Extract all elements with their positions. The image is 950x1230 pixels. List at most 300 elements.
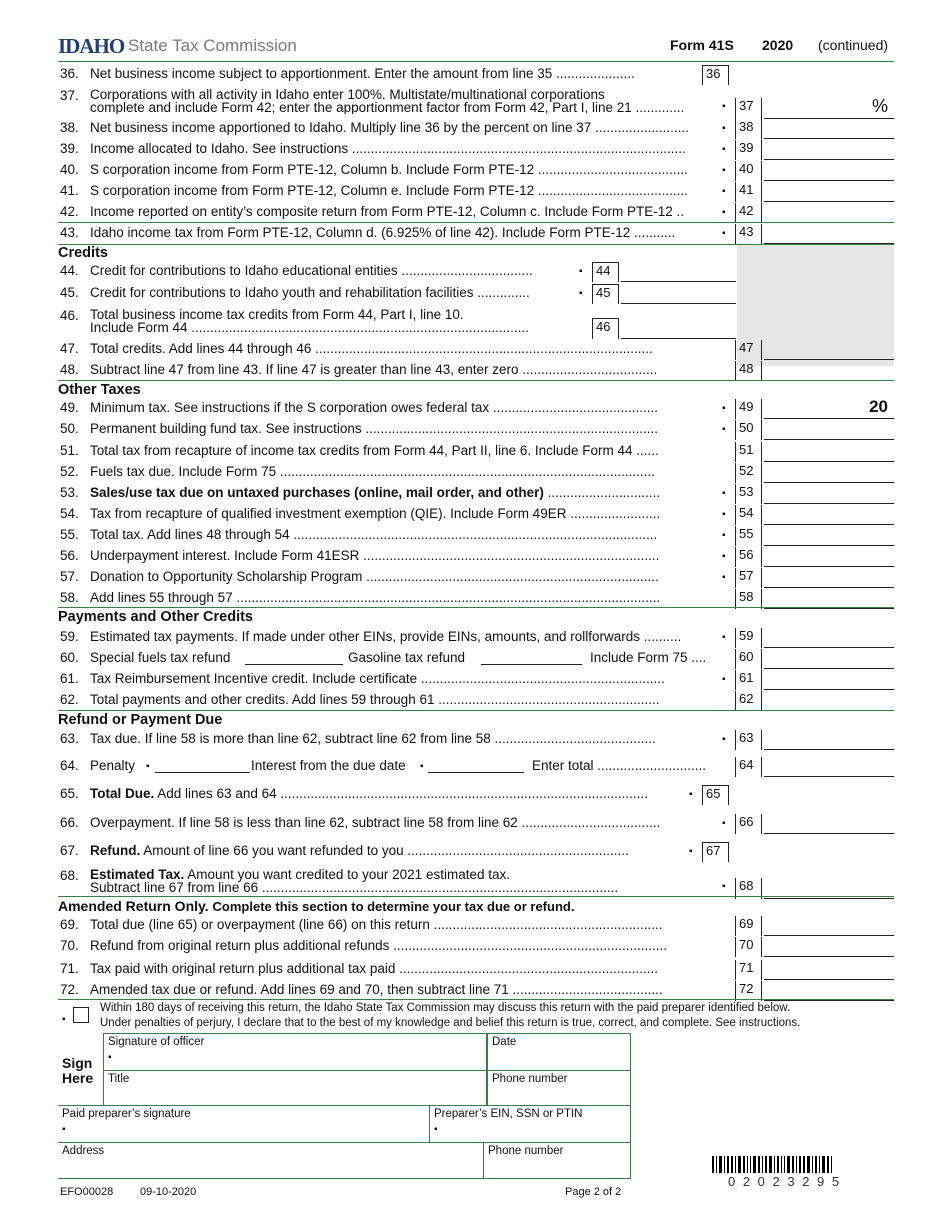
barcode-bar (765, 1156, 767, 1173)
barcode-bar (796, 1156, 797, 1173)
line-box-label: 47 (735, 340, 762, 360)
line-text-body: Add lines 55 through 57 ................................................................................................................. (90, 590, 661, 605)
line-number: 55. (60, 527, 79, 542)
address-label: Address (62, 1145, 105, 1157)
line-number: 62. (60, 692, 79, 707)
required-bullet: ▪ (722, 228, 726, 239)
line-64-amount[interactable] (764, 757, 894, 777)
line-55-amount[interactable] (764, 526, 894, 546)
line-box-label: 71 (735, 960, 762, 980)
header-rule (58, 61, 894, 62)
line-49-amount[interactable]: 20 (764, 399, 894, 419)
line-text-body: Estimated tax payments. If made under other EINs, provide EINs, amounts, and rollforwards .......... (90, 629, 682, 644)
line-37-amount[interactable]: % (764, 98, 894, 119)
form-year: 2020 (762, 37, 794, 53)
barcode-bar (750, 1156, 751, 1173)
line-text-body: Total tax. Add lines 48 through 54 ................................................................................................. (90, 527, 658, 542)
interest-input[interactable] (428, 772, 524, 773)
line-text (90, 961, 725, 976)
line-text-second: Subtract line 67 from line 66 ............................................................................................... (90, 881, 619, 894)
line-text-body: Net business income subject to apportionment. Enter the amount from line 35 ..................... (90, 66, 635, 81)
required-bullet: ▪ (722, 144, 726, 155)
line-number: 60. (60, 650, 79, 665)
line-57-amount[interactable] (764, 568, 894, 588)
line-number: 66. (60, 815, 79, 830)
line-69-amount[interactable] (764, 916, 894, 936)
required-bullet: ▪ (579, 288, 583, 299)
line-text-body: Credit for contributions to Idaho youth and rehabilitation facilities .............. (90, 285, 530, 300)
line-text (90, 88, 725, 114)
line-number: 70. (60, 938, 79, 953)
line-text (90, 285, 588, 300)
barcode-digits: 0 2 0 2 3 2 9 5 (728, 1174, 842, 1189)
line-text-body: Total credits. Add lines 44 through 46 .......................................................................................... (90, 341, 653, 356)
line-text-body: Overpayment. If line 58 is less than line 62, subtract line 58 from line 62 ..................................... (90, 815, 661, 830)
line-70-amount[interactable] (764, 937, 894, 957)
barcode-bar (812, 1156, 813, 1173)
page-number: Page 2 of 2 (565, 1186, 622, 1198)
barcode-bar (724, 1156, 725, 1173)
line-63-amount[interactable] (764, 730, 894, 750)
line-box-label: 68 (735, 878, 762, 899)
penalty-bullet: ▪ (146, 761, 150, 772)
barcode-bar (731, 1156, 733, 1173)
line-text-body: .............................. (543, 485, 661, 500)
section-rule (58, 607, 894, 608)
line-text-mid: Interest from the due date (251, 758, 406, 773)
line-text-body: Permanent building fund tax. See instructions .............................................................................. (90, 421, 658, 436)
continued-label: (continued) (818, 37, 889, 53)
line-box-label: 46 (592, 318, 619, 339)
line-number: 40. (60, 162, 79, 177)
sign-here-label: Sign Here (62, 1055, 94, 1086)
line-box-label: 67 (702, 842, 729, 862)
line-61-amount[interactable] (764, 670, 894, 690)
required-bullet: ▪ (722, 674, 726, 685)
line-box-label: 54 (735, 505, 762, 525)
required-bullet: ▪ (722, 734, 726, 745)
line-text: Special fuels tax refund (90, 650, 231, 665)
amended-title: Amended Return Only. (58, 898, 209, 914)
section-rule (58, 380, 894, 381)
required-bullet: ▪ (722, 101, 726, 112)
line-text (90, 308, 588, 334)
line-box-label: 62 (735, 691, 762, 711)
section-other-taxes: Other Taxes (58, 382, 141, 398)
line-text (90, 671, 725, 686)
line-text-bold: Estimated Tax. (90, 868, 185, 882)
required-bullet: ▪ (722, 424, 726, 435)
line-number: 57. (60, 569, 79, 584)
line-number: 52. (60, 464, 79, 479)
line-text-body: Subtract line 47 from line 43. If line 47 is greater than line 43, enter zero .................................... (90, 362, 658, 377)
line-text-body: Refund from original return plus additional refunds ......................................................................... (90, 938, 667, 953)
required-bullet: ▪ (722, 488, 726, 499)
line-39-amount[interactable] (764, 140, 894, 160)
line-48-amount[interactable] (764, 361, 894, 381)
barcode-bar (762, 1156, 763, 1173)
barcode (712, 1156, 892, 1173)
line-text-second: complete and include Form 42; enter the apportionment factor from Form 42, Part I, line 21 ............. (90, 101, 685, 114)
line-number: 46. (60, 308, 79, 323)
preparer-ein-label: Preparer’s EIN, SSN or PTIN (434, 1108, 583, 1120)
barcode-bar (719, 1156, 722, 1173)
line-text-body: Idaho income tax from Form PTE-12, Column d. (6.925% of line 42). Include Form PTE-12 ........... (90, 225, 676, 240)
barcode-bar (784, 1156, 785, 1173)
line-text (90, 527, 725, 542)
line-text-body: S corporation income from Form PTE-12, Column e. Include Form PTE-12 ........................................ (90, 183, 688, 198)
line-47-amount[interactable] (764, 340, 894, 360)
barcode-bar (807, 1156, 810, 1173)
line-number: 47. (60, 341, 79, 356)
line-box-label: 57 (735, 568, 762, 588)
line-53-amount[interactable] (764, 484, 894, 504)
line-text (90, 786, 702, 801)
line-number: 50. (60, 421, 79, 436)
line-text (90, 183, 725, 198)
line-text (90, 843, 702, 858)
line-number: 49. (60, 400, 79, 415)
phone-field[interactable] (487, 1070, 631, 1106)
line-text (90, 443, 725, 458)
required-bullet: ▪ (722, 572, 726, 583)
line-text (90, 938, 725, 953)
line-box-label: 56 (735, 547, 762, 567)
line-number: 53. (60, 485, 79, 500)
line-text-body: Income allocated to Idaho. See instructions ......................................................................................... (90, 141, 686, 156)
line-text-first: Amount you want credited to your 2021 estimated tax. (184, 868, 510, 882)
preparer-ein-field[interactable] (429, 1105, 631, 1143)
required-bullet: ▪ (722, 551, 726, 562)
line-51-amount[interactable] (764, 442, 894, 462)
line-text-second: Include Form 44 .......................................................................................... (90, 321, 529, 334)
preparer-signature-bullet: ▪ (62, 1124, 66, 1135)
line-62-amount[interactable] (764, 691, 894, 711)
line-number: 39. (60, 141, 79, 156)
line-text (90, 362, 725, 377)
barcode-bar (792, 1156, 794, 1173)
line-number: 41. (60, 183, 79, 198)
agency-name: State Tax Commission (128, 36, 297, 55)
title-label: Title (108, 1073, 130, 1085)
date-label: Date (492, 1036, 517, 1048)
line-box-label: 38 (735, 119, 762, 139)
line-number: 51. (60, 443, 79, 458)
line-58-amount[interactable] (764, 589, 894, 609)
line-50-amount[interactable] (764, 420, 894, 440)
officer-signature-field[interactable] (103, 1033, 487, 1071)
line-box-label: 53 (735, 484, 762, 504)
barcode-bar (712, 1156, 714, 1173)
special-fuels-input[interactable] (245, 664, 343, 665)
section-payments: Payments and Other Credits (58, 609, 253, 625)
line-text-body: Add lines 63 and 64 .................................................................................................. (154, 786, 648, 801)
line-text (90, 569, 725, 584)
line-box-label: 63 (735, 730, 762, 750)
line-text-first: Total business income tax credits from Form 44, Part I, line 10. (90, 308, 464, 322)
form-name: Form 41S (670, 37, 734, 53)
barcode-bar (727, 1156, 729, 1173)
phone-label: Phone number (492, 1073, 568, 1085)
line-text-body: Minimum tax. See instructions if the S corporation owes federal tax ............................................ (90, 400, 658, 415)
line-box-label: 55 (735, 526, 762, 546)
line-box-label: 48 (735, 361, 762, 381)
line-number: 67. (60, 843, 79, 858)
required-bullet: ▪ (722, 207, 726, 218)
required-bullet: ▪ (689, 846, 693, 857)
line-43-amount[interactable] (764, 224, 894, 244)
line-41-amount[interactable] (764, 182, 894, 202)
line-text (90, 506, 725, 521)
line-text-body: Credit for contributions to Idaho educational entities ................................... (90, 263, 533, 278)
required-bullet: ▪ (722, 818, 726, 829)
line-box-label: 66 (735, 814, 762, 834)
line-box-label: 40 (735, 161, 762, 181)
line-number: 43. (60, 225, 79, 240)
line-box-label: 45 (592, 284, 619, 304)
line-number: 61. (60, 671, 79, 686)
line-box-label: 39 (735, 140, 762, 160)
line-number: 36. (60, 66, 79, 81)
required-bullet: ▪ (722, 509, 726, 520)
line-text (90, 485, 725, 500)
line-text (90, 982, 725, 997)
title-field[interactable] (103, 1070, 487, 1106)
preparer-ein-bullet: ▪ (434, 1124, 438, 1135)
line-box-label: 36 (702, 65, 729, 85)
line-text-body: Donation to Opportunity Scholarship Program .............................................................................. (90, 569, 659, 584)
line-box-label: 44 (592, 262, 619, 282)
line-box-label: 43 (735, 224, 762, 244)
line-text-body: Total payments and other credits. Add lines 59 through 61 ........................................................... (90, 692, 660, 707)
required-bullet: ▪ (689, 789, 693, 800)
line-66-amount[interactable] (764, 814, 894, 834)
line-box-label: 69 (735, 916, 762, 936)
line-text-body: Tax paid with original return plus additional tax paid ..................................................................... (90, 961, 658, 976)
barcode-bar (803, 1156, 805, 1173)
line-text (90, 590, 725, 605)
barcode-bar (799, 1156, 801, 1173)
line-box-label: 37 (735, 98, 762, 119)
line-number: 69. (60, 917, 79, 932)
line-text-body: Tax from recapture of qualified investment exemption (QIE). Include Form 49ER ........................ (90, 506, 661, 521)
section-refund: Refund or Payment Due (58, 712, 223, 728)
line-box-label: 52 (735, 463, 762, 483)
line-text-end: Include Form 75 .... (590, 650, 707, 665)
line-text (90, 731, 725, 746)
required-bullet: ▪ (722, 632, 726, 643)
preparer-phone-label: Phone number (488, 1145, 564, 1157)
line-44-amount[interactable] (621, 262, 736, 282)
barcode-bar (769, 1156, 772, 1173)
revision-date: 09-10-2020 (140, 1186, 197, 1198)
required-bullet: ▪ (722, 530, 726, 541)
line-text-body: Fuels tax due. Include Form 75 .................................................................................................... (90, 464, 655, 479)
line-number: 71. (60, 961, 79, 976)
line-text-body: Tax due. If line 58 is more than line 62, subtract line 62 from line 58 ........................................... (90, 731, 656, 746)
barcode-bar (774, 1156, 775, 1173)
line-text (90, 815, 725, 830)
line-number: 37. (60, 88, 79, 103)
consent-checkbox[interactable] (73, 1007, 89, 1023)
required-bullet: ▪ (579, 266, 583, 277)
line-text-body: Amount of line 66 you want refunded to you ........................................................... (140, 843, 629, 858)
line-number: 63. (60, 731, 79, 746)
barcode-bar (743, 1156, 745, 1173)
line-number: 68. (60, 868, 79, 883)
line-box-label: 64 (735, 757, 762, 777)
line-box-label: 60 (735, 649, 762, 669)
penalty-input[interactable] (155, 772, 250, 773)
line-text (90, 263, 588, 278)
gasoline-tax-input[interactable] (481, 664, 582, 665)
line-number: 45. (60, 285, 79, 300)
line-number: 56. (60, 548, 79, 563)
line-text (90, 548, 725, 563)
line-text-end: Enter total ............................. (532, 758, 707, 773)
line-number: 72. (60, 982, 79, 997)
line-text-body: Income reported on entity’s composite return from Form PTE-12, Column c. Include Form PTE-12 .. (90, 204, 684, 219)
section-rule (58, 244, 894, 245)
barcode-bar (819, 1156, 820, 1173)
line-text (90, 66, 702, 81)
line-text (90, 204, 725, 219)
officer-signature-bullet: ▪ (108, 1052, 112, 1063)
line-text (90, 464, 725, 479)
section-rule (58, 710, 894, 711)
line-38-amount[interactable] (764, 119, 894, 139)
line-box-label: 72 (735, 981, 762, 1001)
line-46-amount[interactable] (621, 318, 736, 339)
line-box-label: 70 (735, 937, 762, 957)
line-59-amount[interactable] (764, 628, 894, 648)
barcode-bar (815, 1156, 817, 1173)
line-40-amount[interactable] (764, 161, 894, 181)
line-text (90, 141, 725, 156)
preparer-phone-field[interactable] (483, 1142, 631, 1179)
barcode-bar (753, 1156, 756, 1173)
line-text-body: Total tax from recapture of income tax credits from Form 44, Part II, line 6. Include Form 44 ...... (90, 443, 659, 458)
line-text (90, 400, 725, 415)
required-bullet: ▪ (722, 403, 726, 414)
section-credits: Credits (58, 245, 108, 261)
line-text-bold: Total Due. (90, 786, 155, 801)
line-text (90, 692, 725, 707)
line-text (90, 629, 725, 644)
barcode-bar (822, 1156, 825, 1173)
form-code: EFO00028 (60, 1186, 114, 1198)
idaho-logo: IDAHO (58, 34, 125, 58)
line-box-label: 58 (735, 589, 762, 609)
line-text-body: Total due (line 65) or overpayment (line 66) on this return ............................................................. (90, 917, 663, 932)
line-box-label: 49 (735, 399, 762, 419)
barcode-bar (831, 1156, 832, 1173)
barcode-bar (758, 1156, 760, 1173)
required-bullet: ▪ (722, 186, 726, 197)
interest-bullet: ▪ (420, 761, 424, 772)
line-number: 59. (60, 629, 79, 644)
line-45-amount[interactable] (621, 284, 736, 304)
line-number: 58. (60, 590, 79, 605)
line-number: 42. (60, 204, 79, 219)
consent-line-1: Within 180 days of receiving this return, the Idaho State Tax Commission may discuss this return with the paid preparer identified below. (100, 1002, 791, 1014)
preparer-signature-field[interactable] (58, 1105, 430, 1143)
barcode-bar (738, 1156, 741, 1173)
barcode-bar (735, 1156, 736, 1173)
line-box-label: 51 (735, 442, 762, 462)
barcode-bar (747, 1156, 748, 1173)
required-bullet: ▪ (722, 881, 726, 892)
line-number: 48. (60, 362, 79, 377)
line-71-amount[interactable] (764, 960, 894, 980)
line-text (90, 120, 725, 135)
officer-signature-label: Signature of officer (108, 1036, 205, 1048)
consent-top-rule (58, 999, 894, 1000)
line-number: 54. (60, 506, 79, 521)
line-text (90, 917, 725, 932)
section-rule (58, 896, 894, 897)
line-text (90, 421, 725, 436)
consent-line-2: Under penalties of perjury, I declare that to the best of my knowledge and belief this return is true, correct, and complete. See instructions. (100, 1017, 801, 1029)
line-text-mid: Gasoline tax refund (348, 650, 466, 665)
section-amended (58, 898, 574, 914)
line-box-label: 42 (735, 203, 762, 223)
line-text (90, 868, 725, 894)
line-number: 38. (60, 120, 79, 135)
line-72-amount[interactable] (764, 981, 894, 1001)
required-bullet: ▪ (722, 165, 726, 176)
line-box-label: 50 (735, 420, 762, 440)
line-text-first: Corporations with all activity in Idaho enter 100%. Multistate/multinational corporations (90, 88, 605, 102)
required-bullet: ▪ (722, 123, 726, 134)
line-text-body: Net business income apportioned to Idaho. Multiply line 36 by the percent on line 37 ......................... (90, 120, 689, 135)
preparer-signature-label: Paid preparer’s signature (62, 1108, 191, 1120)
amended-note: Complete this section to determine your tax due or refund. (212, 899, 575, 914)
line-number: 65. (60, 786, 79, 801)
line-text: Penalty (90, 758, 136, 773)
line-42-amount[interactable] (764, 203, 894, 223)
barcode-bar (827, 1156, 829, 1173)
line-54-amount[interactable] (764, 505, 894, 525)
line-text-body: Underpayment interest. Include Form 41ESR ............................................................................... (90, 548, 660, 563)
line-text-body: S corporation income from Form PTE-12, Column b. Include Form PTE-12 ........................................ (90, 162, 688, 177)
date-field[interactable] (487, 1033, 631, 1071)
line-text-bold: Sales/use tax due on untaxed purchases (online, mail order, and other) (90, 485, 544, 500)
line-number: 44. (60, 263, 79, 278)
barcode-bar (787, 1156, 790, 1173)
barcode-bar (716, 1156, 717, 1173)
consent-bullet: ▪ (62, 1014, 66, 1025)
line-text (90, 341, 725, 356)
line-box-label: 41 (735, 182, 762, 202)
barcode-bar (781, 1156, 782, 1173)
line-52-amount[interactable] (764, 463, 894, 483)
line-text (90, 225, 725, 240)
line-box-label: 59 (735, 628, 762, 648)
line-box-label: 61 (735, 670, 762, 690)
line-56-amount[interactable] (764, 547, 894, 567)
line-text-body: Tax Reimbursement Incentive credit. Include certificate ................................................................. (90, 671, 665, 686)
line-60-amount[interactable] (764, 649, 894, 669)
line-box-label: 65 (702, 785, 729, 805)
section-rule (58, 222, 894, 223)
address-field[interactable] (58, 1142, 484, 1179)
barcode-bar (777, 1156, 779, 1173)
line-text-body: Amended tax due or refund. Add lines 69 and 70, then subtract line 71 ........................................ (90, 982, 663, 997)
line-text (90, 162, 725, 177)
line-text-bold: Refund. (90, 843, 141, 858)
line-number: 64. (60, 758, 79, 773)
